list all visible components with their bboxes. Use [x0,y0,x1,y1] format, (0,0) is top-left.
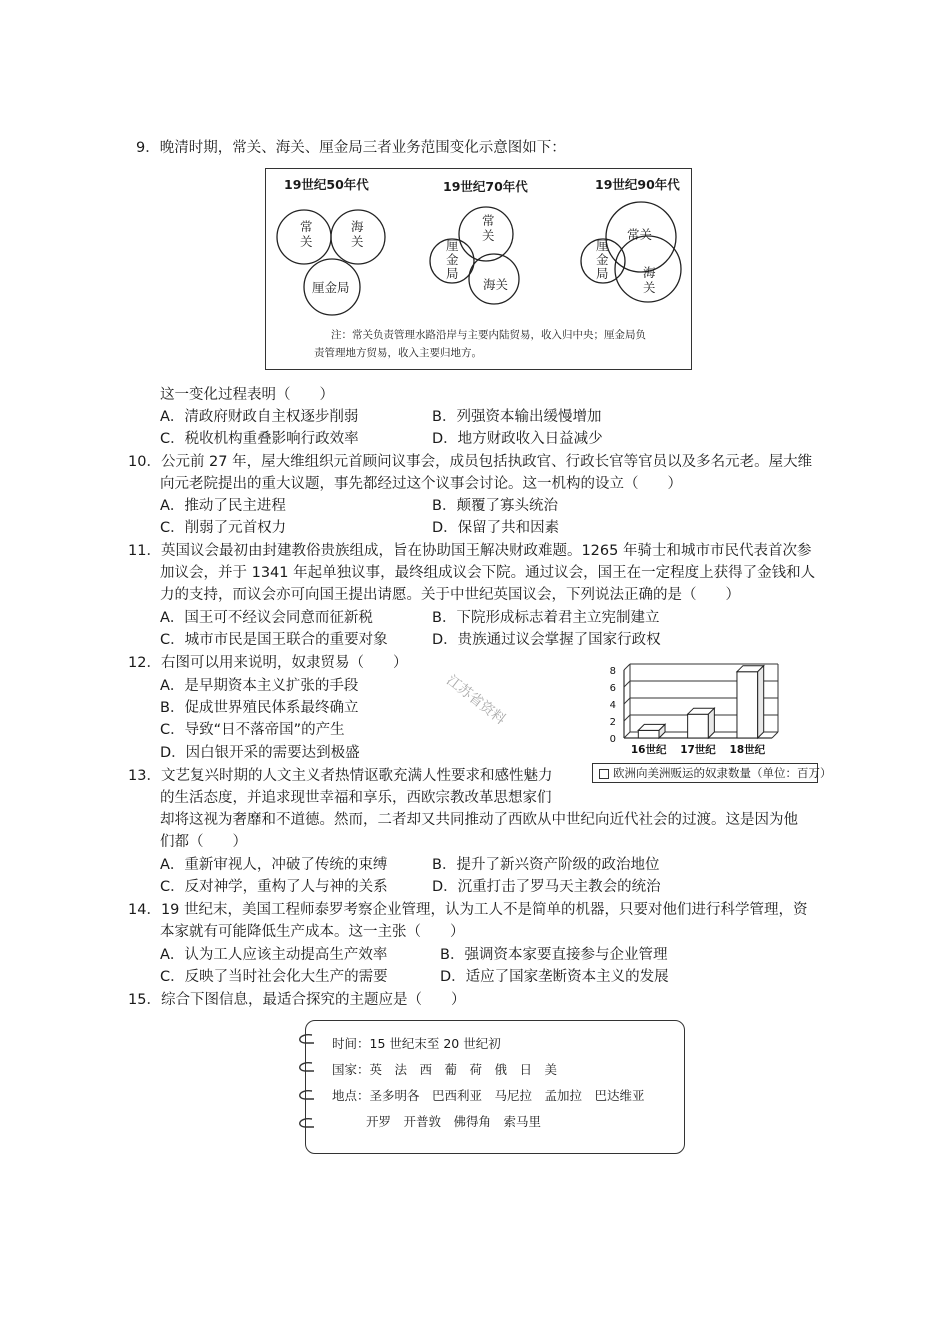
panel-title-2: 19世纪70年代 [443,179,528,194]
bar-side [758,666,764,738]
chart-yticks [610,666,616,745]
q10-option-d[interactable]: D．保留了共和因素 [432,520,560,536]
notebook-time: 时间：15 世纪末至 20 世纪初 [332,1036,501,1051]
spiral-rings-icon [292,1029,318,1144]
q13-stem-4: 们都（ ） [160,834,247,850]
q10-option-b[interactable]: B．颠覆了寡头统治 [432,498,558,514]
label-lijinju: 厘金局 [596,238,609,281]
notebook-places-1: 地点：圣多明各 巴西利亚 马尼拉 孟加拉 巴达维亚 [332,1088,645,1103]
q15-stem: 15．综合下图信息，最适合探究的主题应是（ ） [128,992,466,1008]
gridline-depth [624,664,630,670]
q12-stem: 12．右图可以用来说明，奴隶贸易（ ） [128,655,408,671]
y-tick-label: 0 [609,734,616,745]
label-lijinju: 厘金局 [312,280,350,295]
q14-option-b[interactable]: B．强调资本家要直接参与企业管理 [440,947,668,963]
label-haiguan: 海关 [483,277,509,292]
legend-swatch [599,769,609,779]
gridline-depth [624,732,630,738]
x-tick-label: 17世纪 [680,744,716,756]
notebook-countries: 国家：英 法 西 葡 荷 俄 日 美 [332,1062,558,1077]
chart-bars [638,666,763,738]
y-tick-label: 8 [609,666,616,677]
q11-option-b[interactable]: B．下院形成标志着君主立宪制建立 [432,610,660,626]
q13-option-d[interactable]: D．沉重打击了罗马天主教会的统治 [432,879,661,895]
q9-option-b[interactable]: B．列强资本输出缓慢增加 [432,409,602,425]
q13-stem-2: 的生活态度，并追求现世幸福和享乐，西欧宗教改革思想家们 [160,790,552,806]
q9-stem: 9．晚清时期，常关、海关、厘金局三者业务范围变化示意图如下： [136,140,566,156]
label-haiguan: 海关 [643,265,656,295]
diagram-note-2: 责管理地方贸易，收入主要归地方。 [314,347,482,359]
q11-option-c[interactable]: C．城市市民是国王联合的重要对象 [160,632,388,648]
q10-stem-2: 向元老院提出的重大议题，事先都经过这个议事会讨论。这一机构的设立（ ） [160,476,682,492]
q9-diagram [265,168,692,370]
q9-question: 这一变化过程表明（ ） [160,387,334,403]
label-lijinju: 厘金局 [446,238,459,281]
chart-xticks [631,743,766,756]
q14-option-c[interactable]: C．反映了当时社会化大生产的需要 [160,969,388,985]
q11-stem-1: 11．英国议会最初由封建教俗贵族组成，旨在协助国王解决财政难题。1265 年骑士和城市市民代表首次参 [128,543,812,559]
q13-stem-1: 13．文艺复兴时期的人文主义者热情讴歌充满人性要求和感性魅力 [128,768,553,784]
q13-option-b[interactable]: B．提升了新兴资产阶级的政治地位 [432,857,660,873]
q9-option-c[interactable]: C．税收机构重叠影响行政效率 [160,431,359,447]
legend-label: 欧洲向美洲贩运的奴隶数量（单位：百万） [613,766,832,780]
gridline-depth [624,681,630,687]
notebook-places-2: 开罗 开普敦 佛得角 索马里 [366,1114,542,1129]
slave-trade-chart [592,660,792,760]
q12-option-d[interactable]: D．因白银开采的需要达到极盛 [160,745,360,761]
q10-stem-1: 10．公元前 27 年，屋大维组织元首顾问议事会，成员包括执政官、行政长官等官员以及多名元老。屋大维 [128,454,813,470]
q14-stem-2: 本家就有可能降低生产成本。这一主张（ ） [160,924,465,940]
y-tick-label: 4 [609,700,616,711]
q13-option-a[interactable]: A．重新审视人，冲破了传统的束缚 [160,857,388,873]
chart-legend [592,763,832,783]
q11-stem-3: 力的支持，而议会亦可向国王提出请愿。关于中世纪英国议会，下列说法正确的是（ ） [160,587,740,603]
q11-option-d[interactable]: D．贵族通过议会掌握了国家行政权 [432,632,661,648]
q14-option-d[interactable]: D．适应了国家垄断资本主义的发展 [440,969,669,985]
gridline-depth [624,698,630,704]
label-changguan: 常关 [300,219,313,249]
y-tick-label: 2 [609,717,616,728]
label-changguan: 常关 [627,227,653,242]
q14-stem-1: 14．19 世纪末，美国工程师泰罗考察企业管理，认为工人不是简单的机器，只要对他们进行科学管理，资 [128,902,808,918]
panel-title-3: 19世纪90年代 [595,177,680,192]
q12-option-c[interactable]: C．导致“日不落帝国”的产生 [160,722,345,738]
q9-option-d[interactable]: D．地方财政收入日益减少 [432,431,603,447]
q9-option-a[interactable]: A．清政府财政自主权逐步削弱 [160,409,359,425]
y-tick-label: 6 [609,683,616,694]
q11-option-a[interactable]: A．国王可不经议会同意而征新税 [160,610,373,626]
q10-option-c[interactable]: C．削弱了元首权力 [160,520,287,536]
bar [688,714,709,738]
x-tick-label: 18世纪 [729,744,766,756]
q14-option-a[interactable]: A．认为工人应该主动提高生产效率 [160,947,388,963]
panel-title-1: 19世纪50年代 [284,177,369,192]
label-haiguan: 海关 [351,219,364,249]
x-tick-label: 16世纪 [630,744,667,756]
q10-option-a[interactable]: A．推动了民主进程 [160,498,286,514]
watermark-text: 江苏省资料 [443,672,509,729]
q11-stem-2: 加议会，并于 1341 年起单独议事，最终组成议会下院。通过议会，国王在一定程度上获得了金钱和人 [160,565,816,581]
floor-edge [772,732,778,738]
notebook-card [305,1020,685,1154]
q13-stem-3: 却将这视为奢靡和不道德。然而，二者却又共同推动了西欧从中世纪向近代社会的过渡。这是因为他 [160,812,798,828]
q12-option-a[interactable]: A．是早期资本主义扩张的手段 [160,678,359,694]
bar [638,730,659,738]
q13-option-c[interactable]: C．反对神学，重构了人与神的关系 [160,879,388,895]
q12-option-b[interactable]: B．促成世界殖民体系最终确立 [160,700,359,716]
bar-side [708,708,714,738]
bar [737,672,758,738]
diagram-note-1: 注：常关负责管理水路沿岸与主要内陆贸易，收入归中央；厘金局负 [331,329,646,341]
gridline-depth [624,715,630,721]
label-changguan: 常关 [482,213,495,243]
